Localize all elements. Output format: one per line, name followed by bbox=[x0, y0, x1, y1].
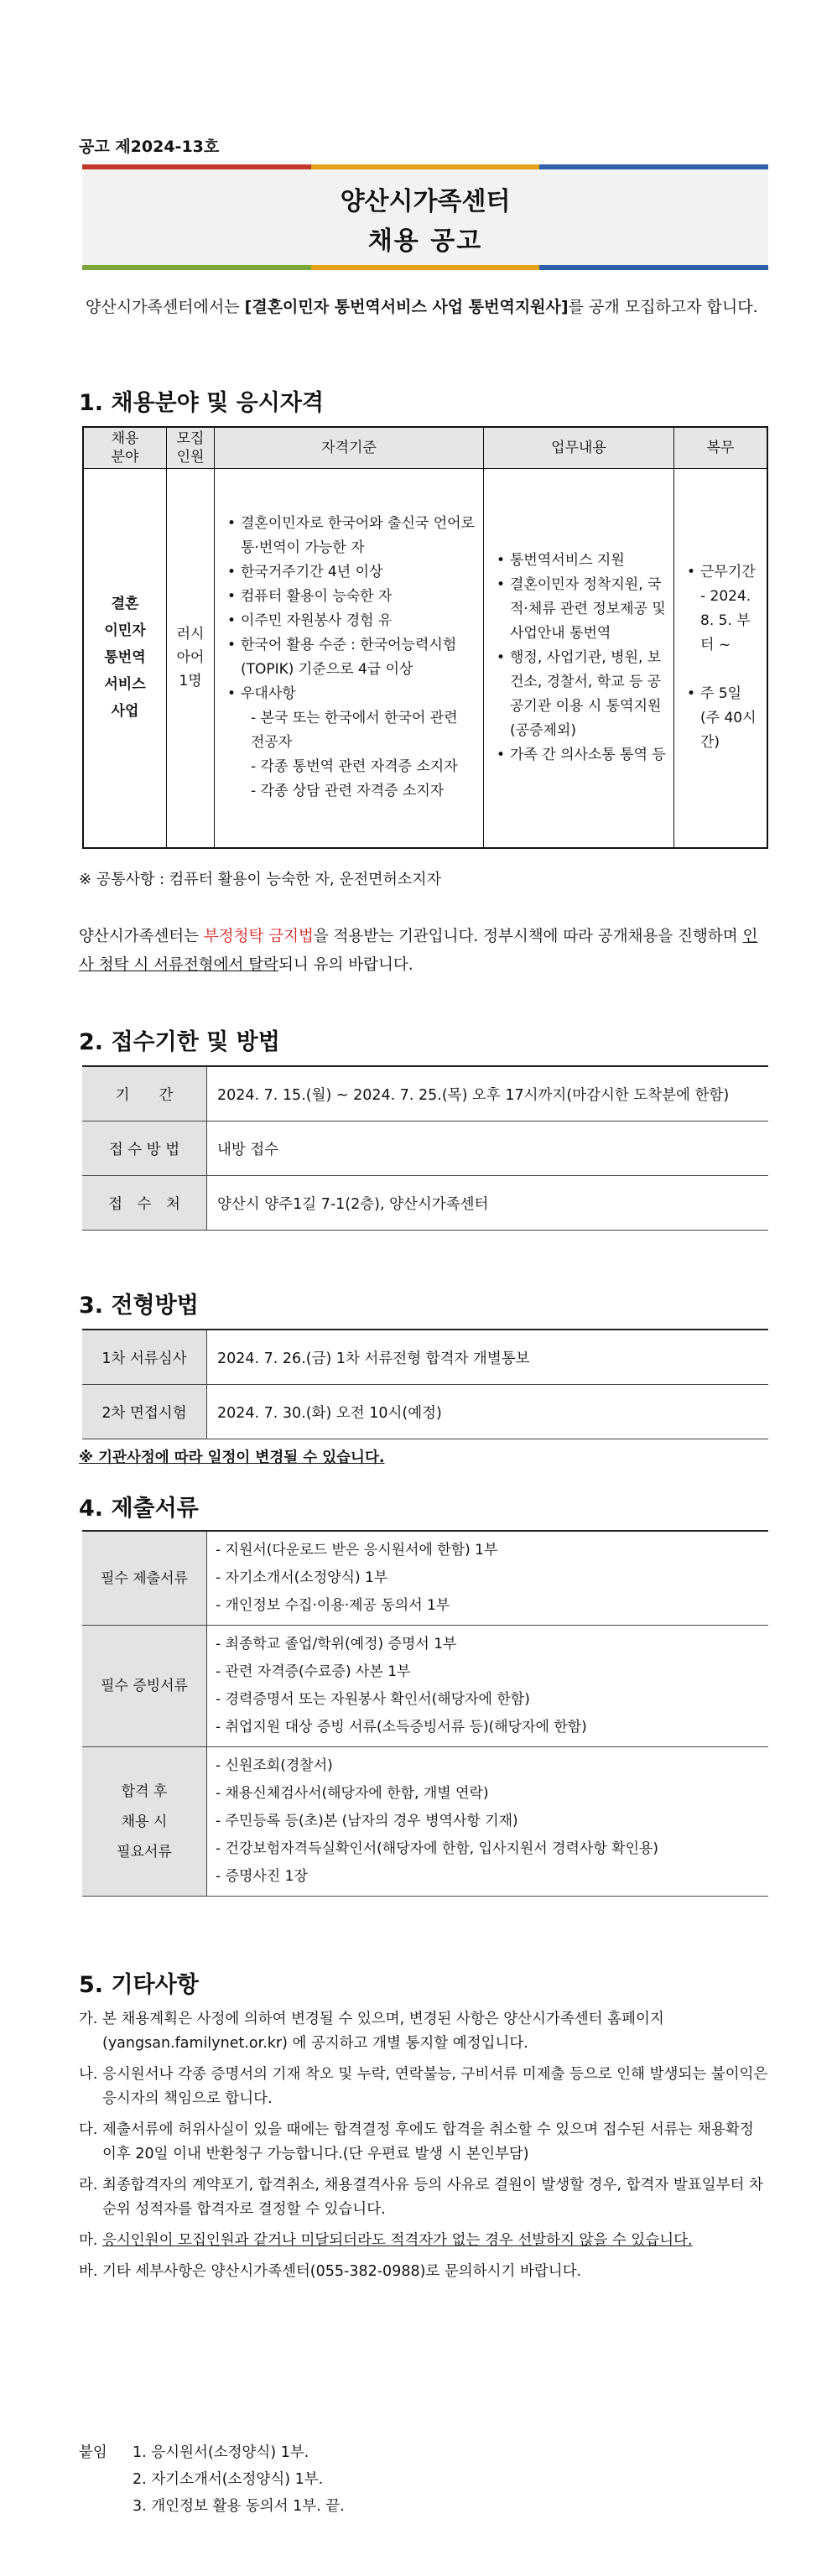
list-item: • 근무기간 bbox=[687, 560, 759, 585]
list-item: • 우대사항 bbox=[227, 682, 476, 706]
privacy-underline-text: 인사 청탁 시 서류전형에서 탈락 bbox=[79, 928, 758, 974]
service-list bbox=[675, 560, 766, 755]
row-label: 1차 서류심사 bbox=[82, 1330, 207, 1385]
attachments-label: 붙임 bbox=[79, 2444, 107, 2461]
row-value: 2024. 7. 26.(금) 1차 서류전형 합격자 개별통보 bbox=[207, 1330, 769, 1385]
item-text: 응시인원이 모집인원과 같거나 미달되더라도 적격자가 없는 경우 선발하지 않을 수 있습니다. bbox=[102, 2232, 693, 2249]
intro-paragraph bbox=[81, 294, 768, 320]
col-header-count: 모집 인원 bbox=[167, 427, 215, 469]
qualifications-list bbox=[216, 512, 482, 804]
attachments bbox=[79, 2439, 345, 2520]
table-row bbox=[83, 469, 767, 848]
schedule-change-note: ※ 기관사정에 따라 일정이 변경될 수 있습니다. bbox=[79, 1449, 385, 1466]
table-row bbox=[82, 1121, 768, 1176]
list-item bbox=[79, 2063, 772, 2111]
section3-heading: 3. 전형방법 bbox=[79, 1293, 199, 1319]
title-top-bar bbox=[82, 164, 768, 169]
cell-field: 결혼 이민자 통번역 서비스 사업 bbox=[83, 469, 167, 848]
item-text: 본 채용계획은 사정에 의하여 변경될 수 있으며, 변경된 사항은 양산시가족센터 홈페이지(yangsan.familynet.or.kr) 에 공지하고 개별 통지할 예정입니다. bbox=[102, 2011, 664, 2052]
item-text: 최종합격자의 계약포기, 합격취소, 채용결격사유 등의 사유로 결원이 발생할 경우, 합격자 발표일부터 차순위 성적자를 합격자로 결정할 수 있습니다. bbox=[102, 2177, 763, 2218]
intro-prefix: 양산시가족센터에서는 bbox=[86, 298, 245, 316]
table-row bbox=[82, 1385, 768, 1439]
list-item: • 한국어 활용 수준 : 한국어능력시험(TOPIK) 기준으로 4급 이상 bbox=[227, 633, 476, 682]
list-item: - 취업지원 대상 증빙 서류(소득증빙서류 등)(해당자에 한함) bbox=[216, 1719, 587, 1736]
cell-count: 러시 아어 1명 bbox=[167, 469, 215, 848]
table-row bbox=[82, 1531, 768, 1626]
selection-table bbox=[82, 1329, 768, 1439]
list-item: - 본국 또는 한국에서 한국어 관련 전공자 bbox=[251, 710, 458, 752]
item-text: 응시원서나 각종 증명서의 기재 착오 및 누락, 연락불능, 구비서류 미제출 등으로 인해 발생되는 불이익은 응시자의 책임으로 합니다. bbox=[102, 2066, 768, 2107]
list-item: • 통번역서비스 지원 bbox=[497, 549, 666, 573]
item-text: 제출서류에 허위사실이 있을 때에는 합격결정 후에도 합격을 취소할 수 있으며 접수된 서류는 채용확정 이후 20일 이내 반환청구 가능합니다.(단 우편료 발생 시 본인부담) bbox=[102, 2121, 754, 2162]
table-row bbox=[82, 1066, 768, 1121]
row-label: 합격 후 채용 시 필요서류 bbox=[82, 1747, 207, 1897]
privacy-text-2: 을 적용받는 기관입니다. 정부시책에 따라 공개채용을 진행하며 bbox=[313, 928, 743, 945]
list-item bbox=[79, 2466, 345, 2493]
list-item: - 건강보험자격득실확인서(해당자에 한함, 입사지원서 경력사항 확인용) bbox=[216, 1840, 659, 1857]
etc-list bbox=[79, 2007, 772, 2291]
col-header-service: 복무 bbox=[674, 427, 768, 469]
cell-service bbox=[674, 469, 768, 848]
anti-graft-notice bbox=[79, 923, 768, 980]
row-value bbox=[207, 1626, 769, 1747]
list-item bbox=[79, 2007, 772, 2056]
page-subtitle: 채용 공고 bbox=[367, 226, 483, 256]
row-value bbox=[207, 1747, 769, 1897]
bar-segment-blue bbox=[539, 164, 768, 169]
list-item: - 개인정보 수집·이용·제공 동의서 1부 bbox=[216, 1597, 450, 1614]
item-key: 다. bbox=[79, 2121, 98, 2138]
bar-segment-red bbox=[82, 164, 311, 169]
list-item bbox=[79, 2493, 345, 2520]
list-item bbox=[79, 2229, 772, 2253]
list-item: • 컴퓨터 활용이 능숙한 자 bbox=[227, 585, 476, 609]
item-key: 나. bbox=[79, 2066, 98, 2083]
item-key: 바. bbox=[79, 2263, 98, 2280]
cell-duties bbox=[484, 469, 674, 848]
list-item: - 신원조회(경찰서) bbox=[216, 1757, 333, 1774]
row-value: 2024. 7. 30.(화) 오전 10시(예정) bbox=[207, 1385, 769, 1439]
attachment-item: 3. 개인정보 활용 동의서 1부. 끝. bbox=[133, 2498, 345, 2515]
title-bottom-bar bbox=[82, 265, 768, 270]
list-item: - 증명사진 1장 bbox=[216, 1868, 308, 1885]
list-item bbox=[79, 2260, 772, 2284]
table-row bbox=[82, 1176, 768, 1231]
list-item bbox=[79, 2173, 772, 2222]
bar-segment-orange bbox=[311, 164, 540, 169]
col-header-duties: 업무내용 bbox=[484, 427, 674, 469]
section5-heading: 5. 기타사항 bbox=[79, 1972, 199, 1998]
row-value bbox=[207, 1531, 769, 1626]
list-item bbox=[79, 2118, 772, 2167]
page-title: 양산시가족센터 bbox=[340, 187, 511, 216]
intro-suffix: 를 공개 모집하고자 합니다. bbox=[568, 298, 758, 316]
list-item: - 지원서(다운로드 받은 응시원서에 한함) 1부 bbox=[216, 1542, 498, 1559]
row-value: 양산시 양주1길 7-1(2층), 양산시가족센터 bbox=[207, 1176, 769, 1231]
list-item: • 결혼이민자로 한국어와 출신국 언어로 통·번역이 가능한 자 bbox=[227, 512, 476, 560]
list-item: - 2024. 8. 5. 부터 ~ bbox=[700, 588, 751, 654]
list-item bbox=[79, 2439, 345, 2466]
item-key: 라. bbox=[79, 2177, 98, 2194]
privacy-text-3: 되니 유의 바랍니다. bbox=[278, 956, 413, 974]
intro-highlight: [결혼이민자 통번역서비스 사업 통번역지원사] bbox=[244, 298, 569, 316]
list-item: - 자기소개서(소정양식) 1부 bbox=[216, 1569, 388, 1586]
table-row bbox=[82, 1626, 768, 1747]
bar-segment-green bbox=[82, 265, 311, 270]
notice-number: 공고 제2024-13호 bbox=[79, 138, 220, 156]
list-item: • 이주민 자원봉사 경험 유 bbox=[227, 609, 476, 633]
list-item: - 주민등록 등(초)본 (남자의 경우 병역사항 기재) bbox=[216, 1813, 518, 1829]
row-label: 필수 제출서류 bbox=[82, 1531, 207, 1626]
list-item: • 결혼이민자 정착지원, 국적·체류 관련 정보제공 및 사업안내 통번역 bbox=[497, 573, 666, 646]
list-item: - 채용신체검사서(해당자에 한함, 개별 연락) bbox=[216, 1785, 489, 1802]
documents-table bbox=[82, 1530, 768, 1897]
list-item: - 경력증명서 또는 자원봉사 확인서(해당자에 한함) bbox=[216, 1691, 530, 1708]
bar-segment-blue bbox=[539, 265, 768, 270]
row-label: 기 간 bbox=[82, 1066, 207, 1121]
list-item: - 관련 자격증(수료증) 사본 1부 bbox=[216, 1663, 411, 1680]
cell-qualifications bbox=[215, 469, 484, 848]
section4-heading: 4. 제출서류 bbox=[79, 1496, 199, 1522]
privacy-red-text: 부정청탁 금지법 bbox=[203, 928, 314, 945]
common-requirements: ※ 공통사항 : 컴퓨터 활용이 능숙한 자, 운전면허소지자 bbox=[79, 871, 442, 888]
item-key: 마. bbox=[79, 2232, 98, 2249]
table-row bbox=[82, 1747, 768, 1897]
recruitment-table bbox=[82, 426, 768, 849]
list-item: - 최종학교 졸업/학위(예정) 증명서 1부 bbox=[216, 1636, 457, 1652]
row-label: 2차 면접시험 bbox=[82, 1385, 207, 1439]
list-item: • 한국거주기간 4년 이상 bbox=[227, 560, 476, 585]
list-item: - 각종 통번역 관련 자격증 소지자 bbox=[251, 758, 458, 776]
table-header-row bbox=[83, 427, 767, 469]
attachment-item: 2. 자기소개서(소정양식) 1부. bbox=[133, 2471, 324, 2488]
application-table bbox=[82, 1065, 768, 1231]
row-label: 필수 증빙서류 bbox=[82, 1626, 207, 1747]
list-item: • 주 5일(주 40시간) bbox=[687, 682, 759, 755]
list-item bbox=[687, 658, 759, 682]
list-item: • 행정, 사업기관, 병원, 보건소, 경찰서, 학교 등 공공기관 이용 시 통역지원(공증제외) bbox=[497, 646, 666, 743]
attachment-item: 1. 응시원서(소정양식) 1부. bbox=[133, 2444, 309, 2461]
row-value: 내방 접수 bbox=[207, 1121, 769, 1176]
row-label: 접 수 방 법 bbox=[82, 1121, 207, 1176]
privacy-text-1: 양산시가족센터는 bbox=[79, 928, 204, 945]
row-value: 2024. 7. 15.(월) ~ 2024. 7. 25.(목) 오후 17시까지(마감시한 도착분에 한함) bbox=[207, 1066, 769, 1121]
bar-segment-orange bbox=[311, 265, 540, 270]
section2-heading: 2. 접수기한 및 방법 bbox=[79, 1029, 280, 1055]
list-item: - 각종 상담 관련 자격증 소지자 bbox=[251, 783, 445, 800]
row-label: 접 수 처 bbox=[82, 1176, 207, 1231]
item-text: 기타 세부사항은 양산시가족센터(055-382-0988)로 문의하시기 바랍니다. bbox=[102, 2263, 582, 2280]
col-header-field: 채용 분야 bbox=[83, 427, 167, 469]
duties-list bbox=[485, 549, 673, 768]
section1-heading: 1. 채용분야 및 응시자격 bbox=[79, 390, 324, 416]
item-key: 가. bbox=[79, 2011, 98, 2027]
list-item: • 가족 간 의사소통 통역 등 bbox=[497, 743, 666, 768]
col-header-qualifications: 자격기준 bbox=[215, 427, 484, 469]
table-row bbox=[82, 1330, 768, 1385]
